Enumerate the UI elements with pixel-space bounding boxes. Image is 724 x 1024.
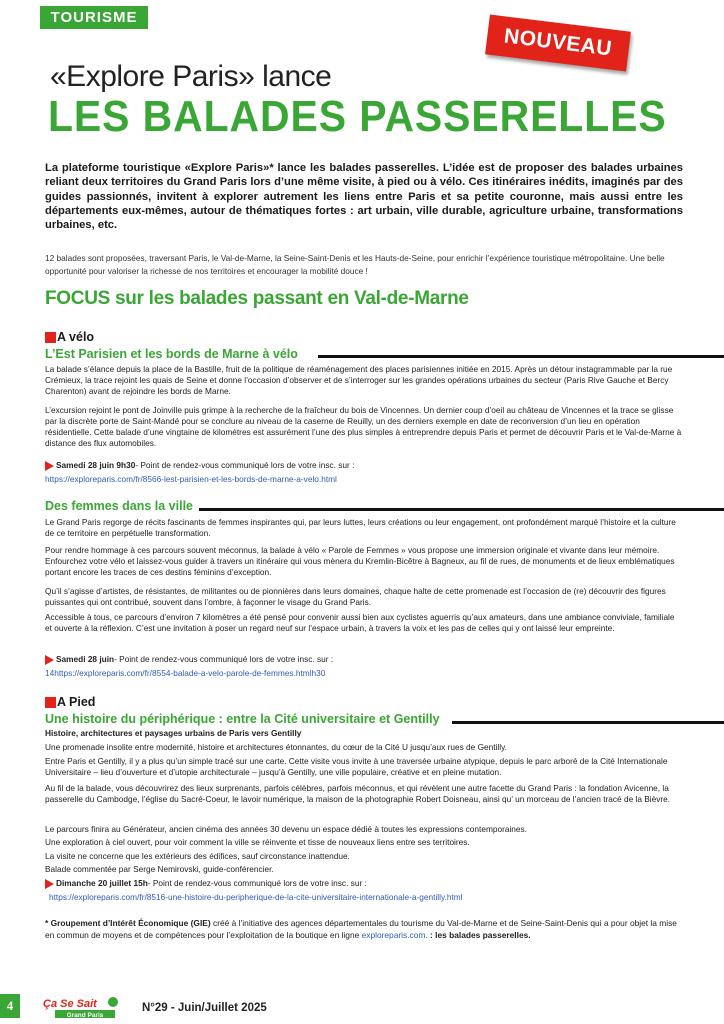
walk3-subtitle: Histoire, architectures et paysages urbains de Paris vers Gentilly bbox=[45, 728, 302, 738]
walk-title-femmes: Des femmes dans la ville bbox=[45, 499, 193, 513]
red-square-icon bbox=[45, 332, 56, 343]
walk2-paragraph-1: Le Grand Paris regorge de récits fascinants de femmes inspirantes qui, par leurs luttes, leurs créations ou leur engagement, ont profondément marqué l’histoire et la culture de ce territoire en perpétuelle transformation. bbox=[45, 517, 676, 538]
magazine-logo bbox=[41, 995, 123, 1019]
section-heading-pied: A Pied bbox=[45, 695, 95, 709]
walk1-link[interactable]: https://exploreparis.com/fr/8566-lest-parisien-et-les-bords-de-marne-a-velo.html bbox=[45, 474, 337, 484]
new-badge: NOUVEAU bbox=[485, 14, 631, 71]
arrow-icon bbox=[45, 461, 54, 471]
red-square-icon bbox=[45, 697, 56, 708]
arrow-icon bbox=[45, 879, 54, 889]
footnote: * Groupement d’Intérêt Économique (GIE) créé à l’initiative des agences départementales du tourisme du Val-de-Marne et de Seine-Saint-Denis qui a pour objet la mise en commun de moyens et de compétences pour l’exploitation de la boutique en ligne exploreparis.com. : les balades passerelles. bbox=[45, 918, 677, 941]
issue-label: N°29 - Juin/Juillet 2025 bbox=[142, 1002, 267, 1014]
walk3-paragraph-3: Au fil de la balade, vous découvrirez des lieux surprenants, parfois célèbres, parfois méconnus, et qui révèlent une autre facette du Grand Paris : la fondation Avicenne, la passerelle du Cambodge, l’église du Sacré-Coeur, le lavoir numérique, la maison de la photographie Robert Doisneau, ainsi qu’ un morceau de l’ancien tracé de la Bièvre. bbox=[45, 783, 671, 804]
section-heading-velo: A vélo bbox=[45, 330, 94, 344]
logo-dot-icon bbox=[108, 997, 118, 1007]
logo-bottom-text: Grand Paris bbox=[66, 1012, 104, 1019]
walk2-paragraph-4: Accessible à tous, ce parcours d’environ 7 kilomètres a été pensé pour convenir aussi bien aux cyclistes aguerris qu’aux amateurs, dans une ambiance conviviale, familiale et ouverte à la réflexion. C’est une invitation à poser un regard neuf sur l’espace urbain, à travers la voix et les pas de celles qui y ont laissé leur empreinte. bbox=[45, 612, 675, 633]
page-number: 4 bbox=[0, 994, 20, 1018]
title-rule bbox=[452, 721, 724, 724]
footnote-link[interactable]: exploreparis.com. bbox=[361, 930, 428, 941]
walk3-paragraph-1: Une promenade insolite entre modernité, histoire et architectures étonnantes, du cœur de la Cité U jusqu’aux rues de Gentilly. bbox=[45, 742, 507, 752]
walk1-paragraph-2: L’excursion rejoint le pont de Joinville puis grimpe à la recherche de la fraîcheur du bois de Vincennes. Un dernier coup d’oeil au château de Vincennes et la trace se glisse par la discrète porte de Saint-Mandé pour se conclure au niveau de la caserne de Reuilly, un des derniers exemple en date de reconversion d’un lieu en opération résidentielle. Cette balade d’une vingtaine de kilomètres est assurément l’une des plus simples à entreprendre depuis Paris et permet de découvrir Paris et le Val-de-Marne à distance des flux automobiles. bbox=[45, 405, 682, 448]
walk2-paragraph-3: Qu’il s’agisse d’artistes, de résistantes, de militantes ou de pionnières dans leurs domaines, chaque halte de cette promenade est l’occasion de (re) découvrir des figures puissantes qui ont contribué, souvent dans l’ombre, à façonner le visage du Grand Paris. bbox=[45, 586, 666, 607]
walk3-paragraph-6: La visite ne concerne que les extérieurs des édifices, sauf circonstance inattendue. bbox=[45, 851, 350, 861]
walk3-paragraph-7: Balade commentée par Serge Nemirovski, guide-conférencier. bbox=[45, 864, 274, 874]
focus-heading: FOCUS sur les balades passant en Val-de-Marne bbox=[45, 288, 469, 309]
summary-paragraph: 12 balades sont proposées, traversant Paris, le Val-de-Marne, la Seine-Saint-Denis et les Hauts-de-Seine, pour enrichir l’expérience touristique métropolitaine. Une belle opportunité pour valoriser la richesse de nos territoires et encourager la mobilité douce ! bbox=[45, 253, 665, 277]
walk2-link[interactable]: 14https://exploreparis.com/fr/8554-balade-a-velo-parole-de-femmes.htmlh30 bbox=[45, 668, 326, 678]
title-rule bbox=[318, 355, 724, 358]
walk3-link[interactable]: https://exploreparis.com/fr/8516-une-histoire-du-peripherique-de-la-cite-universitaire-internationale-a-gentilly.html bbox=[49, 892, 463, 902]
arrow-icon bbox=[45, 655, 54, 665]
walk-title-peripherique: Une histoire du périphérique : entre la Cité universitaire et Gentilly bbox=[45, 712, 440, 726]
walk3-paragraph-2: Entre Paris et Gentilly, il y a plus qu’un simple tracé sur une carte. Cette visite vous invite à une traversée urbaine atypique, depuis le parc arboré de la Cité Internationale Universitaire – lieu d’ouverture et d’utopie architecturale – jusqu’à Gentilly, une ville populaire, créative et en pleine mutation. bbox=[45, 756, 668, 777]
section-tag: TOURISME bbox=[40, 6, 148, 28]
page-title: LES BALADES PASSERELLES bbox=[48, 92, 667, 141]
walk-title-est-parisien: L’Est Parisien et les bords de Marne à vélo bbox=[45, 347, 298, 361]
logo-top-text: Ça Se Sait bbox=[43, 998, 97, 1010]
walk2-paragraph-2: Pour rendre hommage à ces parcours souvent méconnus, la balade à vélo « Parole de Femmes » vous propose une immersion originale et vivante dans leur mémoire. Enfourchez votre vélo et laissez-vous guider à travers un itinéraire qui vous mènera du Kremlin-Bicêtre à Bagneux, au fil de rues, de monuments et de lieux emblématiques portant encore les traces de ces destins féminins d’exception. bbox=[45, 545, 675, 577]
walk1-date-line: Samedi 28 juin 9h30 - Point de rendez-vous communiqué lors de votre insc. sur : bbox=[45, 460, 354, 471]
walk3-paragraph-4: Le parcours finira au Générateur, ancien cinéma des années 30 devenu un espace dédié à toutes les expressions contemporaines. bbox=[45, 824, 527, 834]
section-tag-underline bbox=[40, 28, 148, 29]
title-line-1: «Explore Paris» lance bbox=[50, 60, 332, 93]
walk3-paragraph-5: Une exploration à ciel ouvert, pour voir comment la ville se réinvente et tisse de nouveaux liens entre ses territoires. bbox=[45, 837, 470, 847]
walk2-date-line: Samedi 28 juin - Point de rendez-vous communiqué lors de votre insc. sur : bbox=[45, 654, 333, 665]
walk3-date-line: Dimanche 20 juillet 15h - Point de rendez-vous communiqué lors de votre insc. sur : bbox=[45, 878, 367, 889]
intro-paragraph: La plateforme touristique «Explore Paris»* lance les balades passerelles. L’idée est de proposer des balades urbaines reliant deux territoires du Grand Paris lors d’une même visite, à pied ou à vélo. Ces itinéraires inédits, imaginés par des guides passionnés, invitent à explorer autrement les liens entre Paris et sa petite couronne, mais aussi entre les départements eux-mêmes, autour de thématiques fortes : art urbain, ville durable, agriculture urbaine, transformations urbaines, etc. bbox=[45, 162, 683, 232]
title-rule bbox=[199, 508, 724, 511]
walk1-paragraph-1: La balade s’élance depuis la place de la Bastille, fruit de la politique de réaménagement des places parisiennes initiée en 2015. Après un détour instagrammable par la rue Crémieux, la trace rejoint les quais de Seine et donne l’occasion d’observer et de s’interroger sur les grandes opérations urbaines du secteur (Paris Rive Gauche et Bercy Charenton) avant de rejoindre les bords de Marne. bbox=[45, 364, 673, 396]
